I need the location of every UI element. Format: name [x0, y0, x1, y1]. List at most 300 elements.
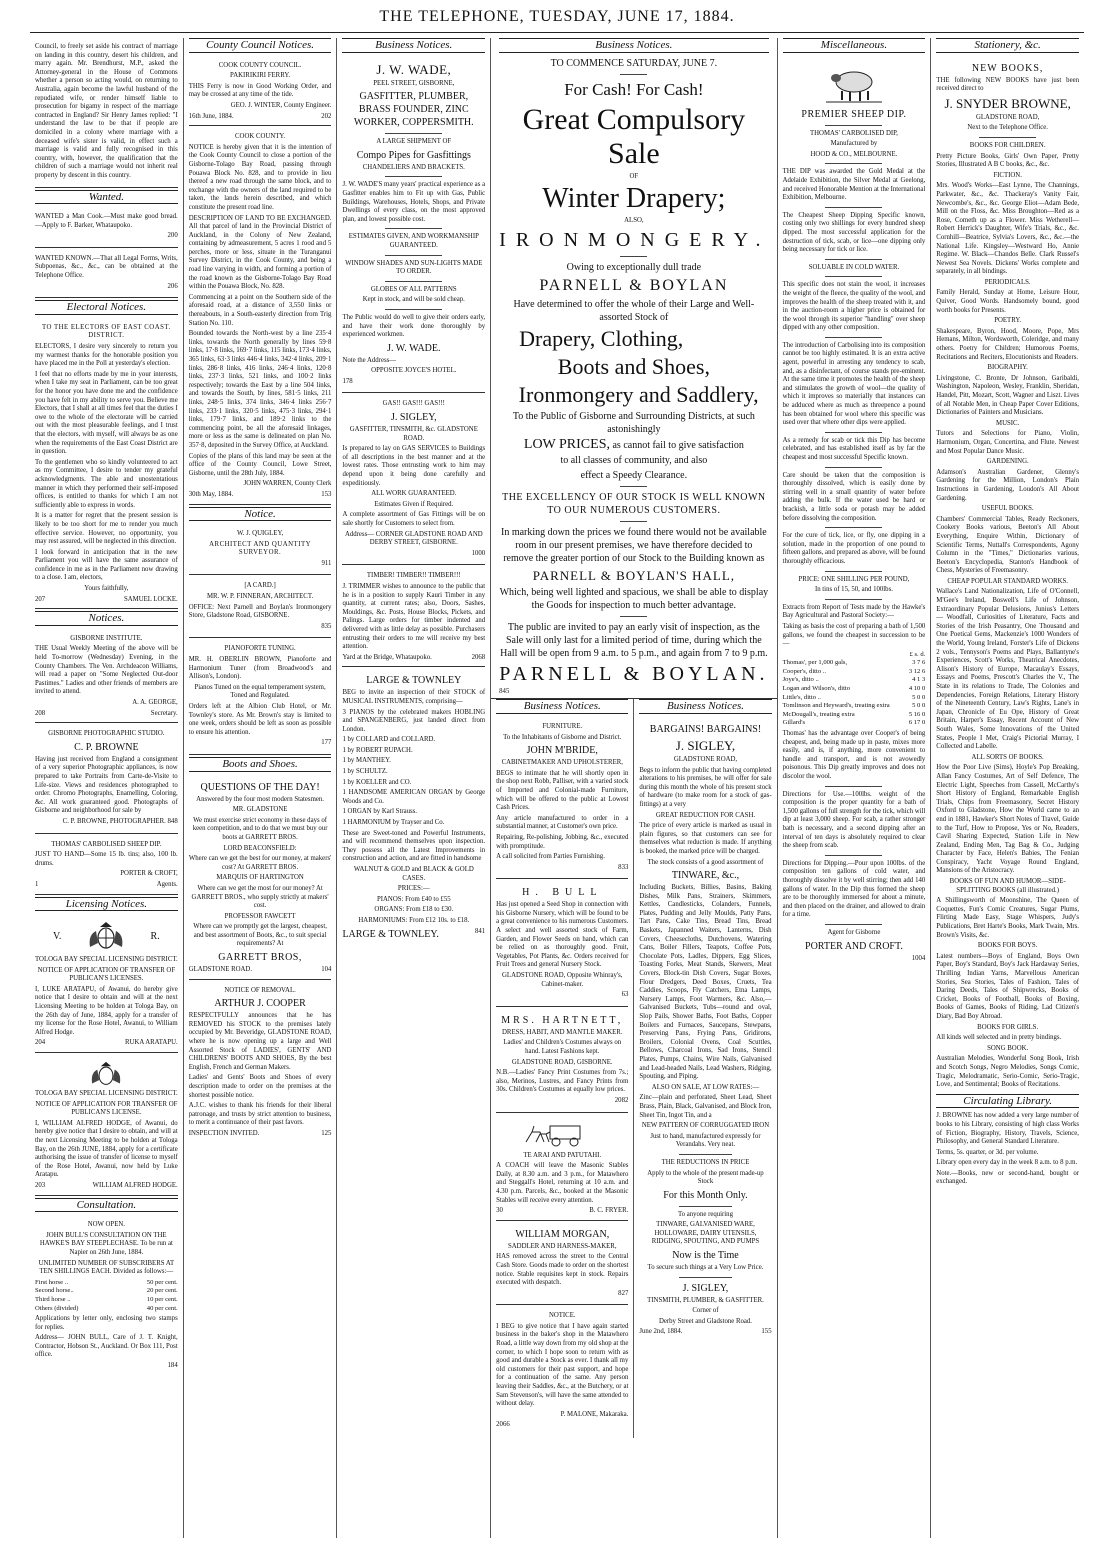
divider [825, 599, 882, 600]
ad-title: GAS!! GAS!!! GAS!!! [382, 400, 445, 408]
ad-number: 827 [618, 1289, 629, 1297]
ad-malone [496, 1307, 628, 1436]
royal-crest-icon [84, 1061, 128, 1087]
ad-body: A COACH will leave the Masonic Stables Daily, at 8.30 a.m. and 3 p.m., for Matawhero and Steggall's Hotel, returning at 10 a.m. and 4.30 p.m. Parcels, &c., booked at the Masonic Stables will receive every attention. [496, 1162, 629, 1204]
price-item: PIANOS: From £40 to £55 [376, 895, 451, 903]
ad-subtitle: Answered by the four most modern Statesmen. [196, 795, 324, 803]
ad-title: NOW OPEN. [87, 1221, 125, 1229]
ad-body: Has just opened a Seed Shop in connection with his Gisborne Nursery, which will be found to be a great convenience to his numerous Customers. A select and well assorted stock of Farm, Garden, and Flower Seeds on hand, which can be relied on as thoroughly good. Fruit, Vegetables, Pot Plants, &c. Orders received for Fruit Trees and general Nursery Stock. [496, 901, 629, 969]
divider [825, 259, 882, 260]
ad-number: 2068 [471, 653, 486, 661]
cost-name: Little's, ditto .. [782, 693, 821, 701]
ad-body: J. W. WADE'S many years' practical experience as a Gasfitter enables him to Fit up with Gas, Public Buildings, Warehouses, Hotels, Shops, and Private Dwellings of every class, on the most approved plan, and lowest possible cost. [342, 181, 486, 223]
article-body: Council, to freely set aside his contract of marriage on landing in this country, desert his children, and marry again. Mr. Brendhurst, M.P., asked the Attorney-general in the House of Commons whether a person so acting would, on returning to Australia, again become the lawful husband of the repudiated wife, or render himself liable to prosecution for bigamy in respect of the marriage contracted in England? Sir Henry James replied: "I understand the law to be that if people are domiciled in a colony where marriage with a deceased wife's sister is valid, in effect such a marriage is valid and fully recognised in this country, with, however, the qualification that the children of such a marriage would not inherit real property by descent in this country. [35, 43, 178, 179]
ad-body: The stock consists of a good assortment of [647, 858, 764, 866]
crest-letter-r: R. [150, 930, 160, 942]
ad-number: 206 [167, 282, 178, 290]
book-section-title: SONG BOOK. [987, 1044, 1029, 1052]
ad-consultation [35, 1216, 178, 1377]
ad-date-line: TO COMMENCE SATURDAY, JUNE 7. [550, 57, 718, 69]
section-boots: Boots and Shoes. [189, 757, 332, 772]
prize-value: 50 per cent. [146, 1278, 178, 1286]
ad-body: ELECTORS, I desire very sincerely to return you my warmest thanks for the honorable position you have placed me in the Poll at yesterday's election. [35, 343, 178, 368]
column-wide [491, 38, 777, 1538]
ad-body: To the gentlemen who so kindly volunteered to act as my Committee, I desire to tender my grateful acknowledgments. The able and unostentatious manner in which they performed their self-imposed offices, is entitled to thanks for which I am not sufficiently able to express in words. [35, 458, 178, 509]
ad-tolaga-1 [35, 915, 178, 1053]
list-item [35, 1305, 178, 1314]
ad-title: GISBORNE INSTITUTE. [70, 634, 143, 642]
ad-body: Ladies' and Children's Costumes always on hand. Latest Fashions kept. [503, 1039, 622, 1055]
ad-body: THE EXCELLENCY OF OUR STOCK IS WELL KNOWN TO OUR NUMEROUS CUSTOMERS. [502, 491, 766, 516]
divider [825, 432, 882, 433]
ad-coach [496, 1115, 628, 1221]
ad-number: 184 [167, 1362, 178, 1370]
ad-role: Agents. [156, 880, 178, 888]
divider [825, 125, 882, 126]
divider [385, 309, 442, 310]
divider [620, 616, 647, 617]
ad-body: Zinc—plain and perforated, Sheet Lead, Sheet Brass, Plain, Black, Galvanised, and Block Iron, Sheet Tin, Ingot Tin, and a [639, 1094, 772, 1119]
ad-body: MR. H. OBERLIN BROWN, Pianoforte and Harmonium Tuner (from Broadwood's and Allison's, London). [188, 656, 332, 681]
section-miscellaneous: Miscellaneous. [783, 38, 926, 53]
list-item: 1 by COLLARD and COLLARD. [342, 736, 436, 744]
book-section-title: GARDENING. [986, 458, 1029, 466]
book-section [936, 1024, 1079, 1043]
ad-body: I feel that no efforts made by me in your interests, when I take my seat in Parliament, can be too great for the honor you have done me and the confidence you have felt in my ability to serve you. Believe me Electors, that I shall at all times feel that the duties I owe to the whole of the electorate will be carried out with the most pleasurable feelings, and I trust that the electors, with myself, will always be as one when the requirements of the East Coast District are in question. [35, 370, 178, 456]
ad-cooper [189, 982, 332, 1143]
book-section-title: BOOKS FOR CHILDREN. [969, 141, 1046, 149]
ad-browne-books [936, 57, 1079, 1193]
ad-piano [189, 640, 332, 755]
ad-name: PROFESSOR FAWCETT [224, 912, 296, 920]
ad-quigley [189, 525, 332, 575]
ad-name: H. BULL [522, 887, 603, 899]
divider [825, 924, 882, 925]
cost-value: 4 1 3 [912, 676, 926, 684]
ad-address: GLADSTONE ROAD. [188, 966, 253, 974]
ad-firm: PORTER AND CROFT. [805, 940, 903, 952]
ad-body: Apply to the whole of the present made-up Stock [647, 1169, 764, 1186]
ad-body: I, WILLIAM ALFRED HODGE, of Awanui, do hereby give notice that I desire to obtain, and will at the next Licensing Meeting to be holden at Tologa Bay, on the 26th JUNE, 1884, apply for a certificate authorising the issue of transfer of license to myself of the Rose Hotel, Awanui, now held by Luke Aratapu. [35, 1119, 178, 1179]
ad-body: Just to hand, manufactured expressly for Verandahs. Very neat. [650, 1132, 761, 1149]
ad-body: Library open every day in the week 8 a.m. to 8 p.m. [936, 1159, 1078, 1167]
ad-body: Bounded towards the North-west by a line 235·4 links, towards the North generally by lines 59·8 links, 17·8 links, 169·7 links, 115 links, 173·4 links, 365 links, 63·3 links 446·4 links, 342·4 links, 209·1 links, 286·8 links, 416 links, 246·4 links, 120·8 links, 237·3 links, 521 links, and 100·2 links respectively; towards the East by a line 504 links, and towards the South, by lines, 581·5 links, 211 links, 248·5 links, 374 links, 346·4 links 256·7 links, 233·1 links, 320·5 links, 475·3 links, 294·1 links, 179·7 links, and 189·2 links to the commencing point, be all the aforesaid linkages, more or less as the same is delineated on plan No. 357·8, deposited in the Survey Office, at Auckland. [188, 330, 332, 449]
ad-headline: Winter Drapery; [542, 183, 726, 215]
ad-body: TINWARE, GALVANISED WARE, HOLLOWARE, DAIRY UTENSILS, RIDGING, SPOUTING, AND PUMPS [651, 1221, 760, 1246]
ad-title: FURNITURE. [542, 722, 583, 730]
ad-body: Note the Address— [342, 356, 397, 364]
ad-number: 208 [35, 709, 46, 717]
cost-name: Thomas', per 1,000 gals, [782, 659, 848, 667]
ad-headline: Boots and Shoes, [557, 353, 710, 379]
column-4-lower [491, 699, 634, 1438]
ad-title: TO THE ELECTORS OF EAST COAST. DISTRICT. [41, 323, 171, 340]
ad-body: Kept in stock, and will be sold cheap. [362, 296, 465, 304]
ad-body: WALNUT & GOLD and BLACK & GOLD CASES. [353, 866, 474, 882]
ad-name: J. SIGLEY, [390, 412, 437, 424]
divider [679, 1206, 732, 1207]
book-section-body: Tutors and Selections for Piano, Violin, Harmonium, Organ, Concertina, and Flute. Newest and Most Popular Dance Music. [936, 430, 1080, 455]
table-header: £ s. d. [909, 650, 926, 658]
ad-title: QUESTIONS OF THE DAY! [200, 781, 320, 793]
ad-body: Owing to exceptionally dull trade [566, 261, 702, 273]
ad-body: ALL WORK GUARANTEED. [371, 490, 457, 498]
section-stationery: Stationery, &c. [936, 38, 1079, 53]
ad-title: TIMBER! TIMBER!! TIMBER!!! [366, 572, 461, 580]
book-section [936, 420, 1079, 456]
ad-number: 911 [321, 559, 332, 567]
ad-body: We must exercise strict economy in these days of keen competition, and to do that we must buy our boots at GARRETT BROS. [192, 816, 328, 841]
ad-number: 833 [618, 863, 629, 871]
ad-firm: PARNELL & BOYLAN'S HALL, [532, 567, 736, 583]
cost-value: 5 16 0 [908, 710, 926, 718]
book-section-body: Livingstone, C. Bronte, Dr Johnson, Garibaldi, Washington, Napoleon, Wesley, Franklin, Sheridan, Handel, Pitt, Mozart, Scott, Wagner and Liszt. Lives of all Notable Men, in Cheap Paper Cover Editions, Dictionaries of Painters and Musicians. [936, 374, 1080, 417]
divider [385, 255, 442, 256]
ad-headline: IRONMONGERY. [499, 228, 771, 251]
ad-address: OPPOSITE JOYCE'S HOTEL. [371, 367, 457, 375]
ad-tolaga-2 [35, 1055, 178, 1196]
ad-signature: B. C. FRYER. [589, 1207, 629, 1215]
ad-body: JUST TO HAND—Some 15 lb. tins; also, 100 lb. drums. [35, 851, 178, 867]
book-section-title: FICTION. [993, 171, 1022, 179]
price-item: ORGANS: From £18 to £30. [374, 906, 454, 914]
ad-name: J. SIGLEY, [675, 737, 736, 753]
column-7 [931, 38, 1084, 1538]
ad-body: I, LUKE ARATAPU, of Awanui, do hereby give notice that I desire to obtain and will at the next Licensing Meeting to be holden at Tologa Bay, on the 26th day of June, 1884, apply for a transfer of my license for the Rose Hotel, Awanui, to William Alfred Hodge. [35, 985, 178, 1036]
cost-name: Gillard's [782, 719, 806, 727]
column-3 [337, 38, 491, 1538]
ad-parnell-boylan [491, 38, 776, 699]
ad-finneran [189, 577, 332, 638]
ad-signature: PORTER & CROFT, [120, 870, 178, 878]
ad-label: [A CARD.] [244, 582, 276, 590]
divider [620, 521, 647, 522]
ad-trade: CABINETMAKER AND UPHOLSTERER, [501, 759, 623, 767]
ad-sigley-bargains [639, 718, 771, 1341]
ad-body: I look forward in anticipation that in the new Parliament you will have the same assurance of confidence in me as in the Parliament now drawing to a close. I am, electors, [35, 548, 178, 582]
section-business-wide: Business Notices. [499, 38, 768, 53]
ad-name: C. P. BROWNE [74, 741, 139, 753]
list-item: 1 by ROBERT RUPACH. [342, 746, 413, 754]
ad-feature: Now is the Time [672, 1250, 739, 1262]
ad-body: THE DIP was awarded the Gold Medal at the Adelaide Exhibition, the Silver Medal at Geelong, and received Honorable Mention at the International Exhibition, Melbourne. [782, 168, 926, 202]
divider [385, 176, 442, 177]
ad-name: MR. GLADSTONE [232, 806, 288, 814]
section-business: Business Notices. [342, 38, 485, 53]
ad-signature: RUKA ARATAPU. [125, 1039, 178, 1047]
cost-value: 4 10 0 [908, 685, 926, 693]
ad-firm: HOOD & CO., MELBOURNE. [810, 150, 898, 158]
book-section-body: A Shillingsworth of Moonshine, The Queen of Coquettes, Fun's Comic Creatures, Sugar Plums, Flirting Made Easy, Stage Whispers, Judy's Publications, Bret Harte's Books, Mark Twain, Mrs. Brown's Visits, &c. [936, 897, 1080, 939]
prize-label: Third horse .. [35, 1295, 71, 1303]
ad-body: NOTICE is hereby given that it is the intention of the Cook County Council to close a portion of the Gisborne-Tolago Bay Road, passing through Pouawa Block No. 828, and to provide in lieu thereof a new road through the same block, and to exchange with the owners of the land required to be taken, the lands herein described, and which constitute the present road line. [188, 143, 332, 211]
book-section-title: MUSIC. [996, 419, 1020, 427]
ad-body: In tins of 15, 50, and 100lbs. [814, 586, 893, 594]
table-row [783, 702, 926, 711]
section-electoral: Electoral Notices. [35, 300, 178, 315]
section-wanted: Wanted. [35, 190, 178, 205]
book-section [936, 172, 1079, 277]
ad-morgan [496, 1223, 628, 1306]
ad-trade: GASFITTER, TINSMITH, &c. GLADSTONE ROAD. [349, 426, 478, 442]
ad-feature: Compo Pipes for Gasfittings [356, 149, 471, 161]
ad-body: This specific does not stain the wool, it increases the weight of the fleece, the quality of the wool, and improves the health of the sheep treated with it, and in the auction-room a higher price is obtained for the wool through its superior "handling" over sheep dipped with any other composition. [782, 281, 926, 332]
ad-address: Derby Street and Gladstone Road. [658, 1317, 753, 1325]
ad-signoff: Yours faithfully, [84, 585, 129, 593]
ad-wade [342, 57, 485, 394]
cost-name: Joye's, ditto .. [782, 676, 819, 684]
ad-number: 153 [321, 490, 332, 498]
ad-mbride [496, 718, 628, 879]
ad-body: A.J.C. wishes to thank his friends for their liberal patronage, and trusts by strict attention to business, to merit a continuance of their past favors. [188, 1102, 332, 1127]
ad-role: Secretary. [150, 709, 178, 717]
ad-headline: Drapery, Clothing, [519, 325, 684, 351]
ad-address: Next to the Telephone Office. [967, 124, 1048, 132]
ad-body: BEG to invite an inspection of their STOCK of MUSICAL INSTRUMENTS, comprising— [342, 689, 486, 705]
book-section [936, 142, 1079, 170]
ad-body: Directions for Dipping.—Pour upon 100lbs. of the composition ten gallons of cold water, and thoroughly dissolve it by well stirring; then add 140 gallons of water. In the Dip thus formed the sheep are to be thoroughly immersed for about a minute, and then placed on the drainer, and allowed to drain for a time. [782, 859, 926, 919]
book-section-title: ALL SORTS OF BOOKS. [971, 753, 1044, 761]
ad-body: Agent for Gisborne [827, 928, 881, 936]
table-row [783, 651, 926, 660]
ad-body: Thomas' has the advantage over Cooper's of being cheapest, and, being made up in paste, mixes more easily, and is, if anything, more convenient to handle and transport, and is not avowedly poisonous. This Dip greatly improves and does not discolor the wool. [782, 730, 926, 780]
list-item: 1 HARMONIUM by Trayser and Co. [342, 819, 445, 827]
book-section-body: Shakespeare, Byron, Hood, Moore, Pope, Mrs Hemans, Milton, Wordsworth, Coleridge, and many others. Poetry for Children; Humorous Poems, Recitations and Reciters, Elocutionists and Readers. [936, 327, 1080, 361]
masthead [30, 8, 1084, 33]
ad-sigley-gas [342, 395, 485, 565]
list-item [35, 1296, 178, 1305]
book-section [936, 279, 1079, 315]
book-section [936, 505, 1079, 576]
masthead-title: THE TELEPHONE, TUESDAY, JUNE 17, 1884. [379, 8, 735, 25]
ad-title: COOK COUNTY COUNCIL. [218, 61, 302, 69]
ad-subtitle: SOLUABLE IN COLD WATER. [808, 263, 900, 271]
table-row [783, 685, 926, 694]
book-section-body: How the Poor Live (Sims), Hoyle's Pop Breaking, Allan Fancy Costumes, Art of Self Defence, The Electric Light, Speeches from Cassell, McCarthy's Short History of England, Remarkable English Trials, Chips from Freemasonry, Secret History Oxford to Gladstone, How the World came to an end in 1881, Hawker's Short Notes of Travel, Guide to the Turf, How to Propose, Yes or No, Readers, Cavil Sharing Expected, Station Life in New Zealand, Ending Men, Tag Bag & Co., Judging Character by Face, Helen's Babies, The Fenian Conspiracy, Yacht Voyage Round England, Mansions of the Aristocracy. [936, 764, 1080, 875]
ad-trade: SADDLER AND HARNESS-MAKER, [507, 1242, 617, 1250]
prize-label: Second horse.. [35, 1287, 74, 1295]
book-section-body: Pretty Picture Books, Girls' Own Paper, Pretty Stories, Illustrated A B C books, &c., &c. [936, 152, 1080, 169]
list-item [35, 1279, 178, 1288]
ad-date: 30th May, 1884. [188, 490, 234, 498]
ad-signature: C. P. BROWNE, PHOTOGRAPHER. 848 [62, 817, 178, 825]
divider [825, 786, 882, 787]
ad-number: 177 [321, 739, 332, 747]
ad-title: NOTICE. [548, 1312, 576, 1320]
book-section-title: BOOKS FOR BOYS. [977, 942, 1038, 950]
ad-body: A complete assortment of Gas Fittings will be on sale shortly for Customers to select from. [342, 511, 486, 527]
ad-number: 1004 [911, 954, 926, 962]
book-section [936, 754, 1079, 876]
cost-name: Tomlinson and Heyward's, treating extra [782, 702, 890, 710]
ad-emphasis: LOW PRICES, [523, 436, 610, 452]
ad-signature: SAMUEL LOCKE. [123, 595, 178, 603]
ad-body: Is prepared to lay on GAS SERVICES to Buildings of all descriptions in the best manner and at the lowest rates. Those entrusting work to him may depend upon it being done carefully and expeditiously. [342, 445, 486, 487]
book-section-title: POETRY. [994, 317, 1022, 325]
ad-subtitle: NOTICE OF APPLICATION FOR TRANSFER OF PUBLICAN'S LICENSE. [35, 1100, 178, 1117]
ad-body: A LARGE SHIPMENT OF [376, 138, 452, 146]
list-item: 3 PIANOS by the celebrated makers HOBLING and SPANGENBERG, just landed direct from London. [342, 708, 486, 733]
ad-number: 841 [474, 927, 486, 935]
ad-body: The price of every article is marked as usual in plain figures, so that customers can see for themselves what reduction is made. If anything is booked, the marked price will be charged. [639, 822, 772, 855]
ad-title: NOTICE OF REMOVAL. [224, 986, 296, 994]
ad-body: In marking down the prices we found there would not be available room in our present premises, we have therefore decided to remove the greater portion of our Stock to the Building known as [500, 526, 767, 564]
cost-value: 5 0 0 [912, 693, 926, 701]
ad-number: 845 [499, 687, 510, 695]
ad-body: HAS removed across the street to the Central Cash Store. Goods made to order on the shortest notice. Stable requisites kept in stock. Repairs executed with despatch. [496, 1253, 629, 1287]
ad-headline: Ironmongery and Saddlery, [518, 381, 759, 407]
ad-address: GLADSTONE ROAD, [673, 755, 738, 763]
ad-subtitle: THE REDUCTIONS IN PRICE [661, 1158, 750, 1166]
ad-body: The Cheapest Sheep Dipping Specific known, costing only two shillings for every hundred sheep dipped. The most successful application for the destruction of tick, scab, or lice—one dipping only being necessary for tick or lice. [782, 211, 926, 254]
crest-letter-v: V. [53, 930, 62, 942]
book-section-title: BOOKS OF FUN AND HUMOR—SIDE-SPLITTING BOOKS (all illustrated.) [949, 878, 1066, 894]
ad-body: OFFICE: Next Parnell and Boylan's Ironmongery Store, Gladstone Road, GISBORNE. [188, 603, 332, 620]
ad-body: WINDOW SHADES AND SUN-LIGHTS MADE TO ORDER. [345, 259, 483, 276]
ad-body: Estimates Given if Required. [374, 500, 454, 508]
ad-garrett [189, 776, 332, 980]
royal-crest-icon [84, 921, 128, 951]
ad-body: Where can we promptly get the largest, cheapest, and best assortment of Boots, &c., to suit special requirements? At [193, 923, 327, 948]
book-section [936, 942, 1079, 1021]
ad-connector: OF [629, 172, 639, 180]
ad-name: MR. W. P. FINNERAN, ARCHITECT. [206, 593, 314, 601]
ad-body: Repairing, Re-polishing, Jobbing, &c., executed with promptitude. [496, 833, 629, 850]
book-section [936, 1045, 1079, 1090]
ad-body: UNLIMITED NUMBER OF SUBSCRIBERS AT TEN SHILLINGS EACH. Divided as follows:— [38, 1259, 175, 1276]
ad-number: 63 [621, 991, 629, 999]
ad-body: Orders left at the Albion Club Hotel, or Mr. Townley's store. As Mr. Brown's stay is limited to one week, orders should be left as soon as possible to ensure his attention. [188, 703, 332, 736]
book-section-title: BOOKS FOR GIRLS. [977, 1023, 1039, 1031]
ad-body: WANTED a Man Cook.—Must make good bread.—Apply to F. Barker, Whataupoko. [35, 213, 178, 229]
ad-body: To the Public of Gisborne and Surrounding Districts, at such astonishingly [512, 410, 755, 435]
ad-signature: J. SIGLEY, [682, 1282, 729, 1294]
list-item: 1 by KOELLER and CO. [342, 778, 412, 786]
ad-body: CHANDELIERS AND BRACKETS. [362, 163, 465, 171]
ad-signature: A. A. GEORGE, [132, 699, 178, 706]
ad-title: LARGE & TOWNLEY [366, 675, 462, 687]
divider [825, 467, 882, 468]
cost-value: 3 7 6 [912, 659, 926, 667]
book-section-body: All kinds well selected and in pretty bindings. [936, 1034, 1062, 1042]
ad-body: Where can we get the most for our money? At GARRETT BROS., who supply strictly at makers' cost. [191, 884, 329, 910]
ad-number: 1000 [471, 549, 486, 557]
ad-body: RESPECTFULLY announces that he has REMOVED his STOCK to the premises lately occupied by Mr. Beveridge, GLADSTONE ROAD, where he is now opening up a large and Well Assorted Stock of LADIES', GENTS' AND CHILDRENS' BOOTS AND SHOES, By the best English, French and German Makers. [188, 1012, 332, 1071]
ad-title: TOLOGA BAY SPECIAL LICENSING DISTRICT. [35, 1090, 178, 1098]
ad-signature: P. MALONE, Makaraka. [560, 1410, 629, 1418]
ad-timber [342, 567, 485, 667]
section-business-5: Business Notices. [639, 699, 771, 714]
ad-title: NEW BOOKS, [971, 62, 1044, 74]
ad-address: Yard at the Bridge, Whataupoko. [342, 653, 432, 661]
cost-name: Logan and Wilson's, ditto [782, 685, 851, 693]
ad-number: 202 [321, 112, 332, 120]
book-section-body: Family Herald, Sunday at Home, Leisure Hour, Quiver, Good Words. Handsomely bound, good worth books for Presents. [936, 289, 1080, 314]
ad-body: THE following NEW BOOKS have just been received direct to [936, 76, 1080, 93]
book-section-body: Australian Melodies, Wonderful Song Book, Irish and Scotch Songs, Negro Melodies, Songs Comic, Tragic, Melodramatic, Serio-Comic, Serio-Tragic, Love, and Sentimental; Books of Recitations. [936, 1055, 1080, 1089]
prize-list [35, 1279, 178, 1313]
ad-body: to all classes of community, and also [560, 454, 708, 466]
ad-name: JOHN M'BRIDE, [526, 745, 598, 757]
ad-signature: LARGE & TOWNLEY. [342, 928, 439, 940]
section-consultation: Consultation. [35, 1198, 178, 1213]
ad-title: COOK COUNTY. [235, 133, 286, 141]
column-5-lower [634, 699, 776, 1438]
ad-name: MRS. HARTNETT, [501, 1014, 624, 1026]
ad-number: 178 [342, 377, 353, 385]
ad-title: PIANOFORTE TUNING. [224, 645, 296, 653]
ad-ferry [189, 57, 332, 127]
ad-body: These are Sweet-toned and Powerful Instruments, and will recommend themselves upon inspection. They possess all the Latest Improvements in construction and action, and are fitted in handsome [342, 829, 486, 863]
ad-number: 1 [35, 880, 39, 888]
section-business-4: Business Notices. [496, 699, 628, 714]
book-section-body: Adamson's Australian Gardener, Glenny's Gardening for the Million, London's Plain Instructions in Gardening, Loudon's All About Gardening. [936, 468, 1080, 502]
book-section-body: Wallace's Land Nationalization, Life of O'Connell, M'Gee's Ireland, Boswell's Life of Johnson, Extraordinary Popular Delusions, Junius's Letters — Woodfall, Curiosities of Literature, Facts and Stories of the Irish Peasantry, One Thousand and One Poetical Gems, Mackenzie's 1000 Wonders of the World, Young Ireland, Forster's Life of Dickens 2 vols., Tennyson's Poems and Plays, Ballantyne's Experiences, Scott's Works, Theatrical Anecdotes, Alison's History of Europe, Macaulay's Essays, Essays and Poems, Prescott's Charles the V., The State in its relations to Trade, The Colonies and Dependencies, Foreign Relations, Literary History of the Nineteenth Century, Law's Rights, Lane's in Japan, Chronicle of Eu Ope, History of Great Britain, Harper's Essay, Recent Account of New South Wales, Some Innovations of the United States, People I Met, Craig's Pictorial Murray, I Collected and Labelle. [936, 588, 1080, 751]
ad-body: As a remedy for scab or tick this Dip has become celebrated, and has established itself as by far the cheapest and most successful Specific known. [782, 436, 926, 461]
cost-value: 6 17 0 [908, 719, 926, 727]
ad-body: N.B.—Ladies' Fancy Print Costumes from 7s.; also, Merinos, Lustres, and Fancy Prints from 30s. Children's Costumes at equally low prices. [496, 1069, 629, 1094]
ad-subtitle: THOMAS' CARBOLISED DIP, [809, 129, 898, 137]
ad-body: Any article manufactured to order in a substantial manner, at Customer's own price. [496, 814, 629, 831]
ad-name: WILLIAM MORGAN, [515, 1228, 610, 1240]
ad-body: Terms, 5s. quarter, or 3d. per volume. [936, 1148, 1039, 1156]
ad-institute [35, 630, 178, 723]
ad-wanted-known [35, 250, 178, 298]
cost-table [783, 651, 926, 728]
ad-address: GLADSTONE ROAD, [975, 113, 1040, 121]
ad-number: 204 [35, 1039, 46, 1047]
table-row [783, 719, 926, 728]
prize-value: 20 per cent. [146, 1287, 178, 1295]
section-notice: Notice. [189, 507, 332, 522]
section-circulating-library: Circulating Library. [936, 1094, 1079, 1109]
ad-signature: PARNELL & BOYLAN. [499, 662, 769, 685]
book-section-title: USEFUL BOOKS. [981, 505, 1034, 513]
column-6 [778, 38, 932, 1538]
table-row [783, 659, 926, 668]
ad-large-townley [342, 669, 485, 944]
ad-subtitle: ALSO ON SALE, AT LOW RATES:— [651, 1083, 760, 1091]
ad-subtitle: NOTICE OF APPLICATION OF TRANSFER OF PUBLICAN'S LICENSES. [37, 966, 176, 983]
ad-body: Corner of [692, 1307, 719, 1315]
book-section [936, 578, 1079, 752]
ad-subtitle: PRICE: ONE SHILLING PER POUND, [798, 575, 910, 583]
ad-feature: TINWARE, &c., [671, 870, 740, 882]
book-section-title: PERIODICALS. [984, 278, 1031, 286]
ad-sheep-dip [35, 836, 178, 895]
cost-name: McDougall's, treating extra [782, 710, 855, 718]
ad-number: 203 [35, 1181, 46, 1189]
divider [825, 207, 882, 208]
ad-headline: Great Compulsory Sale [522, 102, 746, 170]
ad-photo-studio [35, 725, 178, 833]
ad-body: Commencing at a point on the Southern side of the aforesaid road, at a distance of 3,550 links or thereabouts, in a South-easterly direction from Trig Station No. 110. [188, 293, 332, 327]
divider [620, 486, 647, 487]
divider [825, 571, 882, 572]
prize-value: 10 per cent. [146, 1295, 178, 1303]
ad-body: Have determined to offer the whole of their Large and Well-assorted Stock of [513, 298, 755, 323]
ad-body: THE Usual Weekly Meeting of the above will be held To-morrow (Wednesday) Evening, in the County Chambers. The Ven. Archdeacon Williams, will read a paper on "Some Neglected Out-door Pastimes." Ladies and other friends of members are invited to attend. [35, 645, 178, 696]
ad-number: 2066 [496, 1421, 510, 1429]
sheep-icon [824, 64, 884, 104]
table-row [783, 676, 926, 685]
ad-name: J. SNYDER BROWNE, [944, 95, 1071, 111]
ad-premier-sheep-dip [783, 57, 926, 970]
section-notices: Notices. [35, 611, 178, 626]
ad-subtitle: PRICES:— [397, 885, 430, 893]
ad-connector: ALSO, [624, 217, 644, 225]
ad-number: 835 [321, 622, 332, 630]
